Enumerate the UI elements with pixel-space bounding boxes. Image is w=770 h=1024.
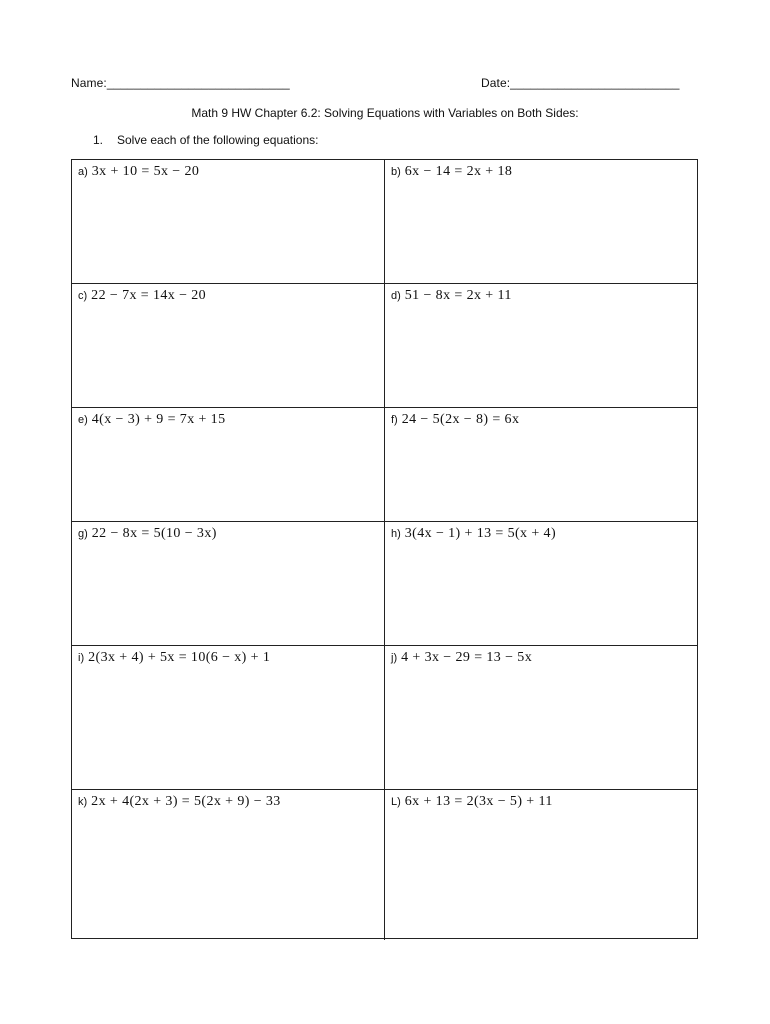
problem-equation: 3x + 10 = 5x − 20	[91, 164, 200, 179]
problem-label: f)	[391, 414, 398, 426]
problem-label: i)	[78, 652, 85, 664]
date-field-line[interactable]: Date:_________________________	[481, 76, 680, 90]
problem-cell-g[interactable]	[72, 522, 385, 646]
problem-label: e)	[78, 414, 88, 426]
problem-equation: 22 − 8x = 5(10 − 3x)	[91, 526, 217, 541]
problem-label: b)	[391, 166, 401, 178]
problem-equation: 6x − 14 = 2x + 18	[404, 164, 513, 179]
problem-cell-b[interactable]	[385, 160, 697, 284]
problem-equation: 3(4x − 1) + 13 = 5(x + 4)	[404, 526, 557, 541]
page-title: Math 9 HW Chapter 6.2: Solving Equations with Variables on Both Sides:	[191, 106, 579, 120]
problem-label: j)	[391, 652, 398, 664]
problem-label: a)	[78, 166, 88, 178]
problem-cell-j[interactable]	[385, 646, 697, 790]
problem-label: g)	[78, 528, 88, 540]
problem-label: k)	[78, 796, 88, 808]
problem-cell-a[interactable]	[72, 160, 385, 284]
problem-equation: 6x + 13 = 2(3x − 5) + 11	[404, 794, 553, 809]
problem-cell-h[interactable]	[385, 522, 697, 646]
problem-equation: 24 − 5(2x − 8) = 6x	[401, 412, 520, 427]
problem-equation: 2x + 4(2x + 3) = 5(2x + 9) − 33	[91, 794, 281, 809]
problem-equation: 2(3x + 4) + 5x = 10(6 − x) + 1	[88, 650, 271, 665]
problem-label: d)	[391, 290, 401, 302]
problem-cell-f[interactable]	[385, 408, 697, 522]
problem-equation: 4 + 3x − 29 = 13 − 5x	[401, 650, 533, 665]
instruction	[93, 133, 318, 147]
problem-label: c)	[78, 290, 88, 302]
instruction-number: 1.	[93, 133, 104, 147]
problem-cell-e[interactable]	[72, 408, 385, 522]
problem-cell-l[interactable]	[385, 790, 697, 940]
name-field-line[interactable]: Name:___________________________	[71, 76, 290, 90]
problem-equation: 4(x − 3) + 9 = 7x + 15	[91, 412, 226, 427]
problem-label: h)	[391, 528, 401, 540]
problem-equation: 51 − 8x = 2x + 11	[404, 288, 512, 303]
problem-cell-i[interactable]	[72, 646, 385, 790]
problem-equation: 22 − 7x = 14x − 20	[91, 288, 207, 303]
problem-label: L)	[391, 796, 401, 808]
instruction-text: Solve each of the following equations:	[117, 133, 319, 147]
problem-cell-c[interactable]	[72, 284, 385, 408]
problem-cell-k[interactable]	[72, 790, 385, 940]
problem-grid	[71, 159, 698, 939]
problem-cell-d[interactable]	[385, 284, 697, 408]
